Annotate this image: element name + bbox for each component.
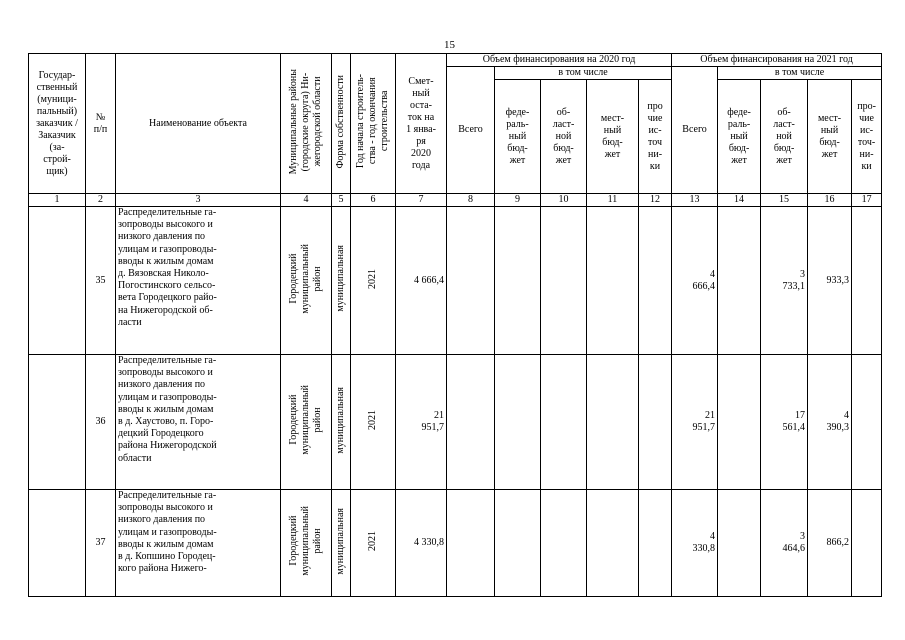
customer-cell <box>29 490 86 597</box>
customer-cell <box>29 355 86 490</box>
column-number: 16 <box>808 194 852 207</box>
header-estimate: Смет- ный оста- ток на 1 янва- ря 2020 года <box>396 54 447 194</box>
local-2020-cell <box>587 207 639 355</box>
federal-2020-cell <box>495 355 541 490</box>
estimate-cell: 21 951,7 <box>396 355 447 490</box>
table-row <box>29 355 882 490</box>
row-number: 36 <box>86 355 116 490</box>
regional-2021-cell: 3 733,1 <box>761 207 808 355</box>
column-number: 12 <box>639 194 672 207</box>
object-name: Распределительные га- зопроводы высокого и низкого давления по улицам и газопроводы- вводы к жилым домам в д. Копшино Городец- кого района Нижего- <box>116 490 281 597</box>
object-name: Распределительные га- зопроводы высокого и низкого давления по улицам и газопроводы- вводы к жилым домам в д. Хаустово, п. Горо- децкий Городецкого района Нижегородской области <box>116 355 281 490</box>
district-cell: Городецкий муниципальный район <box>281 355 332 490</box>
total-2021-cell: 21 951,7 <box>672 355 718 490</box>
header-years: Год начала строитель- ства - год окончания строительства <box>351 54 396 194</box>
header-financing-2020: Объем финансирования на 2020 год <box>447 54 672 67</box>
header-row-1 <box>29 54 882 67</box>
other-2021-cell <box>852 355 882 490</box>
column-number: 13 <box>672 194 718 207</box>
header-regional-2021: об- ласт- ной бюд- жет <box>761 80 808 194</box>
district-cell: Городецкий муниципальный район <box>281 490 332 597</box>
year-cell: 2021 <box>351 207 396 355</box>
column-number: 7 <box>396 194 447 207</box>
local-2021-cell: 933,3 <box>808 207 852 355</box>
table-row <box>29 207 882 355</box>
total-2021-cell: 4 666,4 <box>672 207 718 355</box>
estimate-cell: 4 330,8 <box>396 490 447 597</box>
customer-cell <box>29 207 86 355</box>
row-number: 37 <box>86 490 116 597</box>
header-other-2020: про чие ис- точ ни- ки <box>639 80 672 194</box>
estimate-cell: 4 666,4 <box>396 207 447 355</box>
regional-2020-cell <box>541 355 587 490</box>
column-number: 1 <box>29 194 86 207</box>
header-federal-2020: феде- раль- ный бюд- жет <box>495 80 541 194</box>
column-number: 3 <box>116 194 281 207</box>
other-2020-cell <box>639 207 672 355</box>
total-2020-cell <box>447 355 495 490</box>
local-2020-cell <box>587 490 639 597</box>
ownership-cell: муниципальная <box>332 490 351 597</box>
column-number: 15 <box>761 194 808 207</box>
other-2021-cell <box>852 490 882 597</box>
federal-2021-cell <box>718 490 761 597</box>
federal-2021-cell <box>718 207 761 355</box>
local-2021-cell: 4 390,3 <box>808 355 852 490</box>
column-numbers-row <box>29 194 882 207</box>
header-number: № п/п <box>86 54 116 194</box>
district-cell: Городецкий муниципальный район <box>281 207 332 355</box>
object-name: Распределительные га- зопроводы высокого и низкого давления по улицам и газопроводы- вводы к жилым домам д. Вязовская Николо- Погостинского сельсо- вета Городецкого райо- на Нижегородской об- ласти <box>116 207 281 355</box>
header-federal-2021: феде- раль- ный бюд- жет <box>718 80 761 194</box>
other-2020-cell <box>639 355 672 490</box>
regional-2020-cell <box>541 207 587 355</box>
table-row <box>29 490 882 597</box>
other-2020-cell <box>639 490 672 597</box>
federal-2020-cell <box>495 207 541 355</box>
ownership-cell: муниципальная <box>332 355 351 490</box>
header-customer: Государ- ственный (муници- пальный) заказчик / Заказчик (за- строй- щик) <box>29 54 86 194</box>
column-number: 5 <box>332 194 351 207</box>
local-2021-cell: 866,2 <box>808 490 852 597</box>
column-number: 17 <box>852 194 882 207</box>
year-cell: 2021 <box>351 490 396 597</box>
investment-program-table <box>28 53 882 597</box>
ownership-cell: муниципальная <box>332 207 351 355</box>
column-number: 10 <box>541 194 587 207</box>
total-2021-cell: 4 330,8 <box>672 490 718 597</box>
header-local-2021: мест- ный бюд- жет <box>808 80 852 194</box>
column-number: 6 <box>351 194 396 207</box>
column-number: 4 <box>281 194 332 207</box>
regional-2020-cell <box>541 490 587 597</box>
regional-2021-cell: 17 561,4 <box>761 355 808 490</box>
regional-2021-cell: 3 464,6 <box>761 490 808 597</box>
header-including-2021: в том числе <box>718 67 882 80</box>
local-2020-cell <box>587 355 639 490</box>
row-number: 35 <box>86 207 116 355</box>
header-local-2020: мест- ный бюд- жет <box>587 80 639 194</box>
column-number: 11 <box>587 194 639 207</box>
other-2021-cell <box>852 207 882 355</box>
header-total-2021: Всего <box>672 67 718 194</box>
federal-2020-cell <box>495 490 541 597</box>
column-number: 14 <box>718 194 761 207</box>
header-ownership: Форма собственности <box>332 54 351 194</box>
header-regional-2020: об- ласт- ной бюд- жет <box>541 80 587 194</box>
header-financing-2021: Объем финансирования на 2021 год <box>672 54 882 67</box>
page-number: 15 <box>444 39 455 51</box>
column-number: 9 <box>495 194 541 207</box>
column-number: 2 <box>86 194 116 207</box>
column-number: 8 <box>447 194 495 207</box>
header-district: Муниципальные районы (городские округа) Ни- жегородской области <box>281 54 332 194</box>
federal-2021-cell <box>718 355 761 490</box>
header-object-name: Наименование объекта <box>116 54 281 194</box>
total-2020-cell <box>447 207 495 355</box>
year-cell: 2021 <box>351 355 396 490</box>
total-2020-cell <box>447 490 495 597</box>
header-other-2021: про- чие ис- точ- ни- ки <box>852 80 882 194</box>
header-including-2020: в том числе <box>495 67 672 80</box>
header-total-2020: Всего <box>447 67 495 194</box>
